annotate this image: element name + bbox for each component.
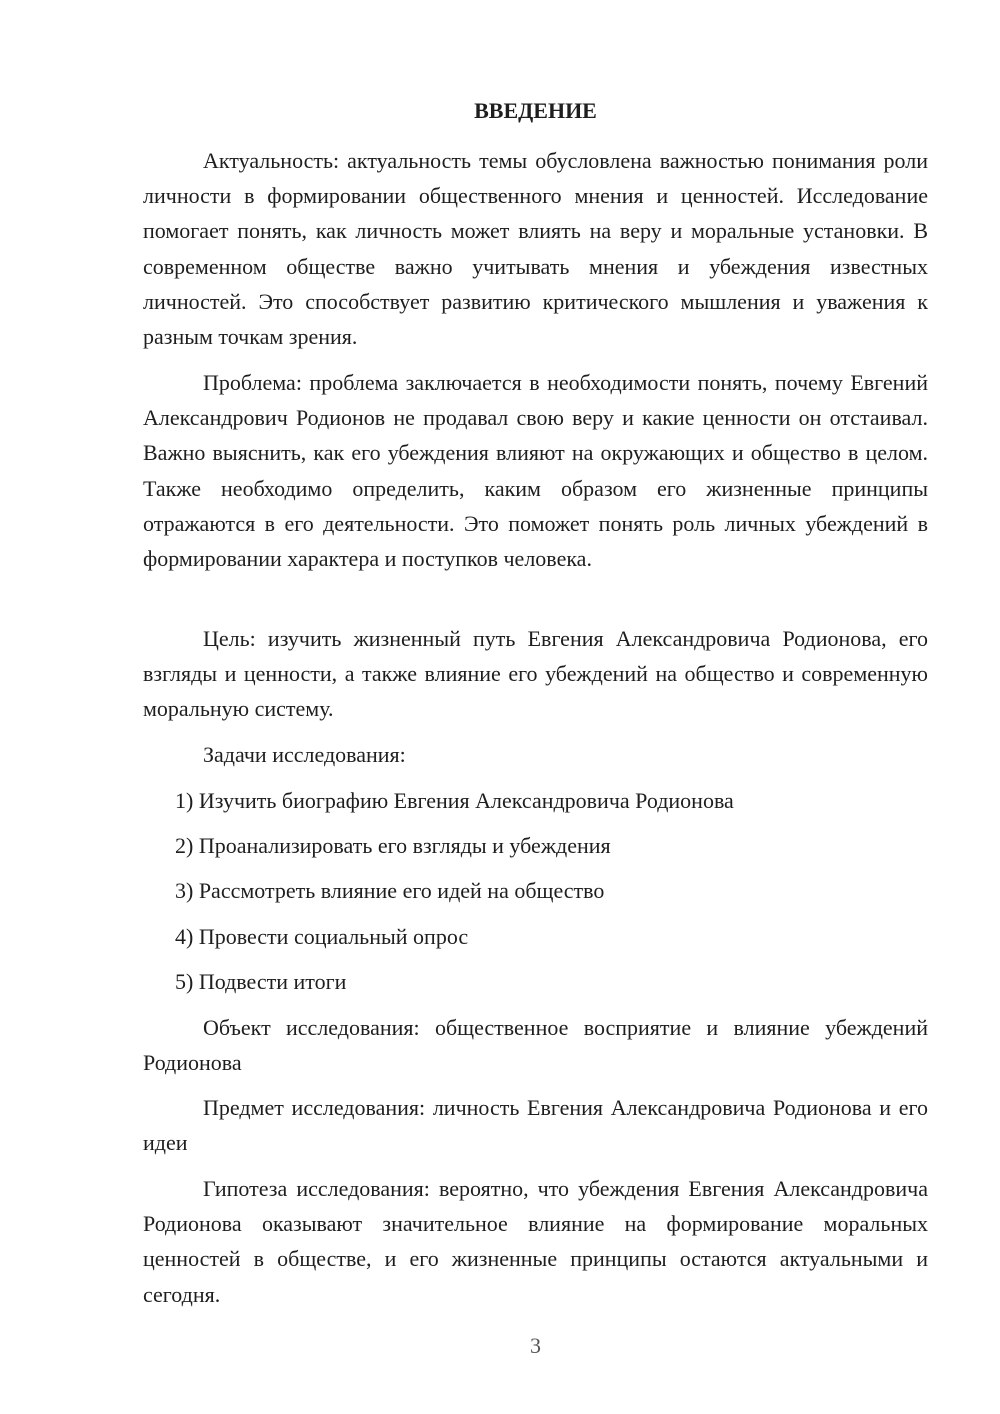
relevance-paragraph: Актуальность: актуальность темы обусловлена важностью понимания роли личности в формировании общественного мнения и ценностей. Исследование помогает понять, как личность может влиять на веру и моральные установки. В современном обществе важно учитывать мнения и убеждения известных личностей. Это способствует развитию критического мышления и уважения к разным точкам зрения. (143, 148, 928, 350)
task-item-5: 5) Подвести итоги (175, 969, 347, 994)
tasks-heading: Задачи исследования: (203, 742, 406, 767)
hypothesis-paragraph: Гипотеза исследования: вероятно, что убеждения Евгения Александровича Родионова оказывают значительное влияние на формирование моральных ценностей в обществе, и его жизненные принципы остаются актуальными и сегодня. (143, 1176, 928, 1307)
subject-paragraph: Предмет исследования: личность Евгения Александровича Родионова и его идеи (143, 1095, 928, 1156)
task-item-1: 1) Изучить биографию Евгения Александровича Родионова (175, 788, 734, 813)
problem-paragraph: Проблема: проблема заключается в необходимости понять, почему Евгений Александрович Родионов не продавал свою веру и какие ценности он отстаивал. Важно выяснить, как его убеждения влияют на окружающих и общество в целом. Также необходимо определить, каким образом его жизненные принципы отражаются в его деятельности. Это поможет понять роль личных убеждений в формировании характера и поступков человека. (143, 370, 928, 572)
task-item-3: 3) Рассмотреть влияние его идей на общество (175, 878, 605, 903)
page-title: ВВЕДЕНИЕ (474, 98, 597, 123)
task-item-2: 2) Проанализировать его взгляды и убеждения (175, 833, 611, 858)
goal-paragraph: Цель: изучить жизненный путь Евгения Александровича Родионова, его взгляды и ценности, а также влияние его убеждений на общество и современную моральную систему. (143, 626, 928, 722)
page-number: 3 (530, 1333, 541, 1358)
object-paragraph: Объект исследования: общественное восприятие и влияние убеждений Родионова (143, 1015, 928, 1076)
task-item-4: 4) Провести социальный опрос (175, 924, 469, 949)
